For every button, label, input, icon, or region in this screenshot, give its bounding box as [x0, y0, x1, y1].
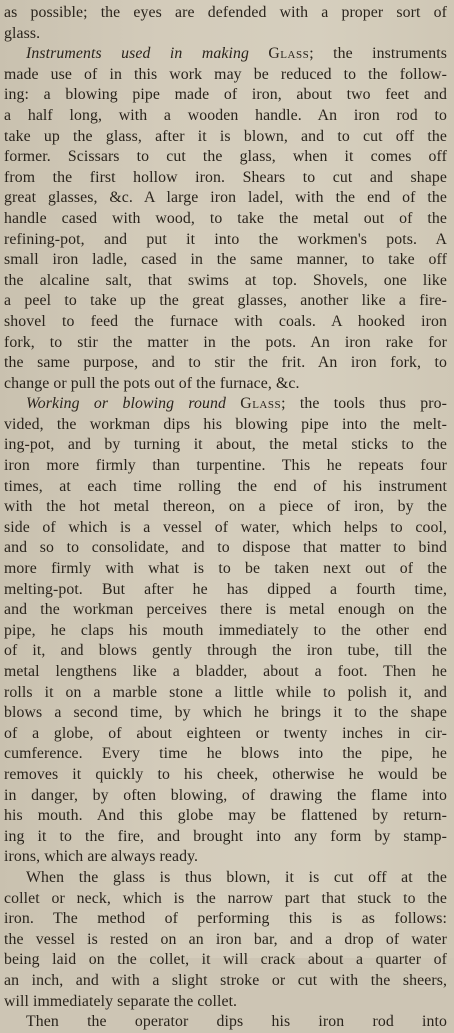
text-line: an inch, and with a slight stroke or cut with the sheers,	[4, 971, 447, 989]
section-heading-line	[4, 394, 447, 415]
text-line: being laid on the collet, it will crack about a quarter of	[4, 951, 447, 969]
text-line: of a globe, of about eighteen or twenty inches in cir-	[4, 724, 447, 742]
text-line: iron. The method of performing this is as follows:	[4, 910, 447, 928]
text-line: of it, and blows gently through the iron tube, till the	[4, 642, 447, 660]
text-line: as possible; the eyes are defended with a proper sort of	[4, 4, 447, 21]
text-line: Then the operator dips his iron rod into	[26, 1013, 447, 1031]
text-line: the alcaline salt, that swims at top. Shovels, one like	[4, 271, 447, 289]
text-run: ; the tools thus pro-	[281, 395, 447, 413]
heading-keyword: Glass	[240, 395, 282, 413]
text-line: in danger, by often blowing, of drawing the flame into	[4, 786, 447, 804]
text-line: irons, which are always ready.	[4, 848, 199, 866]
text-line: glass.	[4, 24, 41, 42]
text-line: will immediately separate the collet.	[4, 992, 238, 1010]
text-line: refining-pot, and put it into the workmen's pots. A	[4, 230, 447, 248]
text-line: vided, the workman dips his blowing pipe into the melt-	[4, 415, 447, 433]
text-line: ing: a blowing pipe made of iron, about two feet and	[4, 86, 447, 104]
text-line: times, at each time rolling the end of his instrument	[4, 477, 447, 495]
text-line: a peel to take up the great glasses, another like a fire-	[4, 292, 447, 310]
text-line: a half long, with a wooden handle. An iron rod to	[4, 106, 447, 124]
text-line: blows a second time, by which he brings it to the shape	[4, 704, 447, 722]
section-heading-instruments: Instruments used in making	[26, 45, 249, 63]
text-line: the same purpose, and to stir the frit. An iron fork, to	[4, 354, 447, 372]
text-line: fork, to stir the matter in the pots. An iron rake for	[4, 333, 447, 351]
section-heading-line	[4, 44, 447, 65]
text-line: ing-pot, and by turning it about, the metal sticks to the	[4, 436, 447, 454]
text-line: and so to consolidate, and to dispose that matter to bind	[4, 539, 447, 557]
text-line: former. Scissars to cut the glass, when it comes off	[4, 148, 447, 166]
text-run: ; the instruments	[309, 45, 447, 63]
text-line: melting-pot. But after he has dipped a fourth time,	[4, 580, 447, 598]
text-line: iron more firmly than turpentine. This he repeats four	[4, 457, 447, 475]
text-line: collet or neck, which is the narrow part that stuck to the	[4, 889, 447, 907]
text-line: from the first hollow iron. Shears to cut and shape	[4, 168, 447, 186]
text-line: shovel to feed the furnace with coals. A hooked iron	[4, 312, 447, 330]
text-line: great glasses, &c. A large iron ladel, with the end of the	[4, 189, 447, 207]
text-line: and the workman perceives there is metal enough on the	[4, 601, 447, 619]
text-line: take up the glass, after it is blown, and to cut off the	[4, 127, 447, 145]
text-line: small iron ladle, cased in the same manner, to take off	[4, 251, 447, 269]
text-line: handle cased with wood, to take the metal out of the	[4, 209, 447, 227]
text-line: more firmly with what is to be taken next out of the	[4, 560, 447, 578]
text-line: removes it quickly to his cheek, otherwise he would be	[4, 765, 447, 783]
section-heading-working: Working or blowing round	[26, 395, 226, 413]
text-line: his mouth. And this globe may be flattened by return-	[4, 807, 447, 825]
text-line: When the glass is thus blown, it is cut off at the	[26, 868, 447, 886]
text-line: made use of in this work may be reduced to the follow-	[4, 65, 447, 83]
body-text	[4, 3, 447, 1033]
text-line: metal lengthens like a bladder, about a foot. Then he	[4, 663, 447, 680]
text-line: rolls it on a marble stone a little while to polish it, and	[4, 683, 447, 701]
text-line: change or pull the pots out of the furnace, &c.	[4, 374, 300, 392]
text-line: pipe, he claps his mouth immediately to the other end	[4, 621, 447, 639]
text-line: cumference. Every time he blows into the pipe, he	[4, 745, 447, 763]
text-line: with the hot metal thereon, on a piece of iron, by the	[4, 498, 447, 516]
text-line: ing it to the fire, and brought into any form by stamp-	[4, 827, 447, 845]
text-line: side of which is a vessel of water, which helps to cool,	[4, 518, 447, 536]
text-line: the vessel is rested on an iron bar, and a drop of water	[4, 930, 447, 948]
heading-keyword: Glass	[268, 45, 310, 63]
